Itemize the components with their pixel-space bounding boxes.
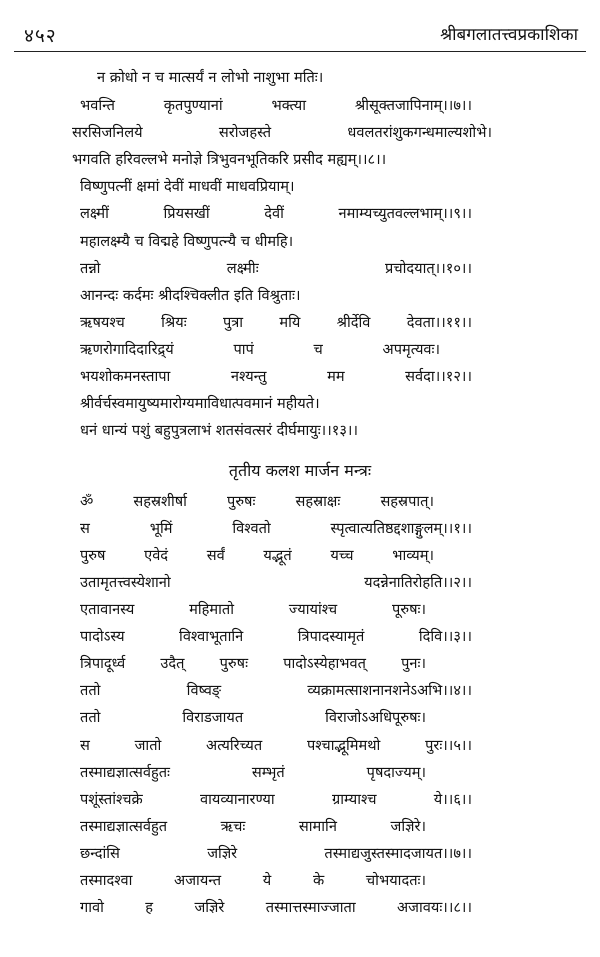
mantra-line: छन्दांसि जज्ञिरे तस्माद्यजुस्तस्मादजायत।।७।। [80,845,472,862]
mantra-line: ततो विष्वङ् व्यक्रामत्साशनानशनेऽअभि।।४।। [80,682,472,699]
mantra-line: तस्माद्यज्ञात्सर्वहुतः सम्भृतं पृषदाज्यम्। [80,764,426,781]
mantra-line: स जातो अत्यरिच्यत पश्चाद्भूमिमथो पुरः।।५।। [80,737,472,754]
verse-line: भगवति हरिवल्लभे मनोज्ञे त्रिभुवनभूतिकरि प्रसीद मह्यम्।।८।। [72,151,387,168]
mantra-line: एतावानस्य महिमातो ज्यायांश्च पूरुषः। [80,601,426,618]
verse-line: आनन्दः कर्दमः श्रीदश्चिक्लीत इति विश्रुताः। [80,287,301,304]
verse-line: श्रीर्वर्चस्वमायुष्यमारोग्यमाविधात्पवमानं महीयते। [80,395,320,412]
mantra-line: तस्माद्यज्ञात्सर्वहुत ऋचः सामानि जज्ञिरे। [80,818,426,835]
mantra-line: ॐ सहस्रशीर्षा पुरुषः सहस्राक्षः सहस्रपात्। [80,493,434,510]
mantra-line: ततो विराडजायत विराजोऽअधिपूरुषः। [80,709,426,726]
header-rule [14,51,586,52]
mantra-line: पुरुष एवेदं सर्वं यद्भूतं यच्च भाव्यम्। [80,547,434,564]
verse-line: सरसिजनिलये सरोजहस्ते धवलतरांशुकगन्धमाल्यशोभे। [72,124,492,141]
running-head-title: श्रीबगलातत्त्वप्रकाशिका [440,25,578,45]
verse-line: ऋषयश्च श्रियः पुत्रा मयि श्रीर्देवि देवता।।११।। [80,314,472,331]
verse-line: तन्नो लक्ष्मीः प्रचोदयात्।।१०।। [80,260,472,277]
verse-line: भयशोकमनस्तापा नश्यन्तु मम सर्वदा।।१२।। [80,368,472,385]
verse-line: धनं धान्यं पशुं बहुपुत्रलाभं शतसंवत्सरं दीर्घमायुः।।१३।। [80,422,358,439]
mantra-line: त्रिपादूर्ध्व उदैत् पुरुषः पादोऽस्येहाभवत् पुनः। [80,655,426,672]
verse-line: महालक्ष्म्यै च विद्महे विष्णुपत्न्यै च धीमहि। [80,233,294,250]
mantra-line: उतामृतत्त्वस्येशानो यदन्नेनातिरोहति।।२।। [80,574,472,591]
mantra-line: तस्मादश्वा अजायन्त ये के चोभयादतः। [80,872,426,889]
verse-line: ऋणरोगादिदारिद्र्यं पापं च अपमृत्यवः। [80,341,440,358]
page-number: ४५२ [24,25,57,47]
verse-line: विष्णुपत्नीं क्षमां देवीं माधवीं माधवप्रियाम्। [80,178,295,195]
mantra-line: पादोऽस्य विश्वाभूतानि त्रिपादस्यामृतं दिवि।।३।। [80,628,472,645]
mantra-line: पशूंस्तांश्चक्रे वायव्यानारण्या ग्राम्याश्च ये।।६।। [80,791,472,808]
verse-line: न क्रोधो न च मात्सर्यं न लोभो नाशुभा मतिः। [97,69,324,86]
verse-line: भवन्ति कृतपुण्यानां भक्त्या श्रीसूक्तजापिनाम्।।७।। [80,97,472,114]
section-heading: तृतीय कलश मार्जन मन्त्रः [228,461,372,480]
verse-line: लक्ष्मीं प्रियसखीं देवीं नमाम्यच्युतवल्लभाम्।।९।। [80,205,472,222]
mantra-line: गावो ह जज्ञिरे तस्मात्तस्माज्जाता अजावयः।।८।। [80,899,472,916]
mantra-line: स भूमिं विश्वतो स्पृत्वात्यतिष्ठद्दशाङ्गुलम्।।१।। [80,520,472,537]
